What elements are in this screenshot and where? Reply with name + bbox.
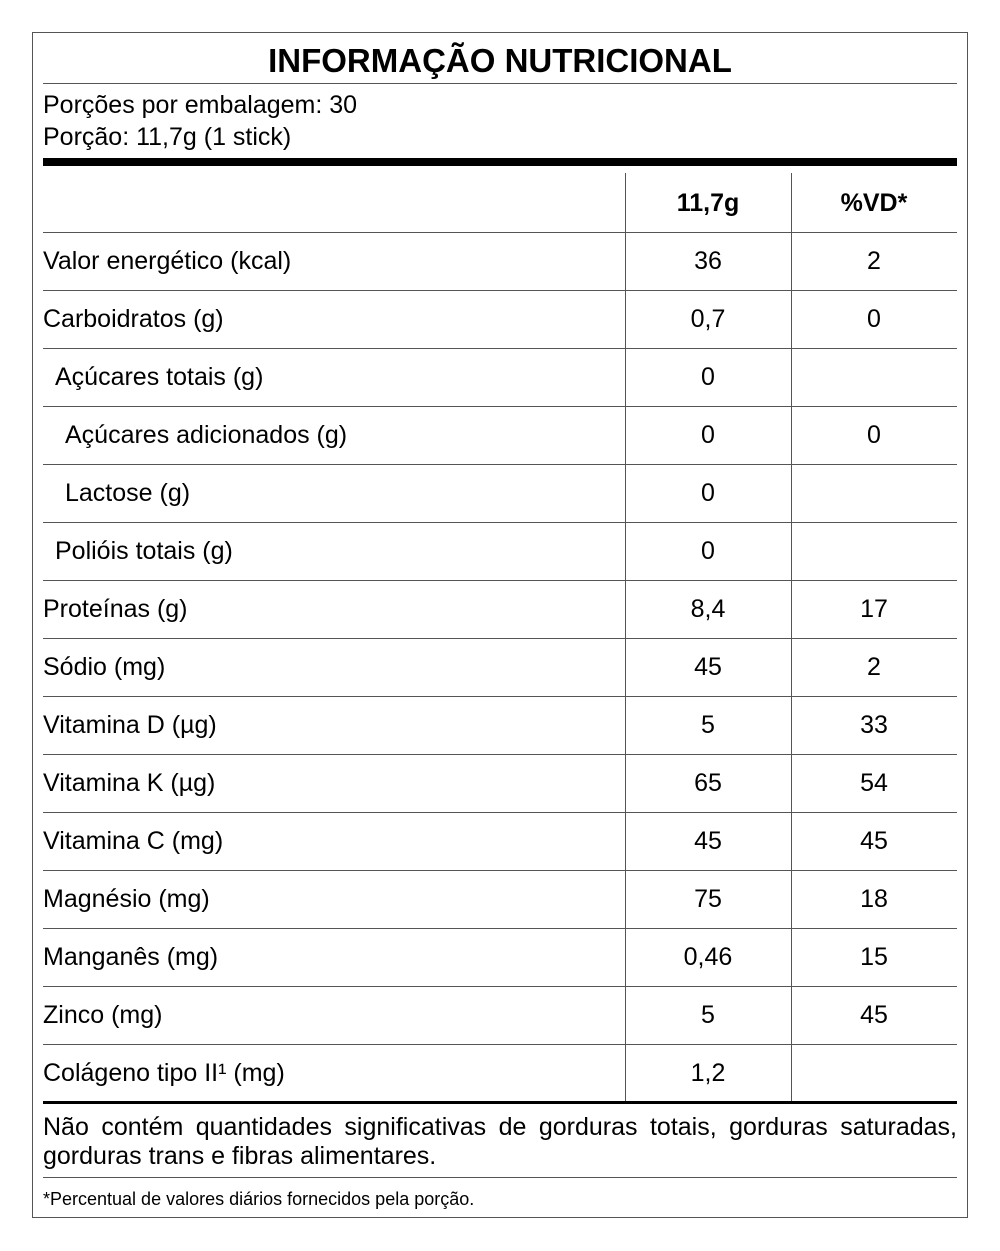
table-row (43, 291, 957, 349)
header-serving-amount: 11,7g (676, 189, 740, 217)
nutrient-name: Lactose (g) (65, 479, 191, 507)
nutrient-amount: 8,4 (690, 595, 726, 623)
nutrient-daily-value (791, 523, 957, 580)
table-row (43, 697, 957, 755)
nutrient-daily-value: 18 (860, 885, 888, 913)
nutrient-amount: 0 (701, 479, 715, 507)
table-row (43, 523, 957, 581)
table-row (43, 349, 957, 407)
table-row (43, 465, 957, 523)
thick-divider (43, 158, 957, 166)
table-row (43, 929, 957, 987)
divider (43, 1177, 957, 1178)
table-row (43, 581, 957, 639)
nutrient-name: Sódio (mg) (43, 653, 166, 681)
nutrient-amount: 5 (701, 1001, 715, 1029)
nutrient-name: Colágeno tipo II¹ (mg) (43, 1059, 285, 1087)
table-row (43, 813, 957, 871)
table-row (43, 639, 957, 697)
nutrient-daily-value: 15 (860, 943, 888, 971)
header-daily-value: %VD* (840, 189, 908, 217)
footnote-not-significant: Não contém quantidades significativas de gorduras totais, gorduras saturadas, gorduras trans e fibras alimentares. (43, 1113, 957, 1170)
nutrient-amount: 45 (694, 827, 722, 855)
nutrient-amount: 0 (701, 537, 715, 565)
nutrient-name: Vitamina C (mg) (43, 827, 224, 855)
table-row (43, 871, 957, 929)
table-row (43, 987, 957, 1045)
nutrient-daily-value: 2 (867, 247, 881, 275)
nutrient-daily-value: 17 (860, 595, 888, 623)
nutrient-name: Proteínas (g) (43, 595, 188, 623)
table-row (43, 1045, 957, 1103)
nutrient-name: Valor energético (kcal) (43, 247, 292, 275)
footnote-daily-value: *Percentual de valores diários fornecidos pela porção. (43, 1189, 475, 1209)
nutrient-daily-value: 45 (860, 1001, 888, 1029)
table-row (43, 407, 957, 465)
label-title: INFORMAÇÃO NUTRICIONAL (268, 42, 732, 79)
nutrient-name: Carboidratos (g) (43, 305, 224, 333)
nutrient-name: Polióis totais (g) (55, 537, 233, 565)
divider (43, 83, 957, 84)
nutrient-amount: 0 (701, 363, 715, 391)
nutrient-amount: 36 (694, 247, 722, 275)
table-row (43, 233, 957, 291)
nutrient-amount: 0,7 (690, 305, 726, 333)
nutrient-amount: 65 (694, 769, 722, 797)
nutrient-daily-value: 0 (867, 305, 881, 333)
nutrient-amount: 0 (701, 421, 715, 449)
nutrient-name: Magnésio (mg) (43, 885, 210, 913)
serving-size: Porção: 11,7g (1 stick) (43, 123, 292, 151)
nutrient-amount: 5 (701, 711, 715, 739)
table-header-row (43, 175, 957, 233)
nutrient-daily-value (791, 1045, 957, 1102)
nutrient-name: Zinco (mg) (43, 1001, 163, 1029)
table-row (43, 755, 957, 813)
nutrient-name: Vitamina D (µg) (43, 711, 217, 739)
nutrient-name: Açúcares adicionados (g) (65, 421, 348, 449)
nutrient-daily-value: 33 (860, 711, 888, 739)
nutrient-daily-value: 0 (867, 421, 881, 449)
nutrition-facts-label (32, 32, 968, 1218)
nutrient-name: Vitamina K (µg) (43, 769, 216, 797)
nutrient-amount: 1,2 (690, 1059, 726, 1087)
nutrient-daily-value: 45 (860, 827, 888, 855)
nutrient-daily-value: 2 (867, 653, 881, 681)
nutrient-daily-value (791, 465, 957, 522)
nutrient-name: Manganês (mg) (43, 943, 219, 971)
nutrient-amount: 0,46 (683, 943, 733, 971)
servings-per-package: Porções por embalagem: 30 (43, 91, 358, 119)
nutrient-amount: 75 (694, 885, 722, 913)
nutrient-daily-value: 54 (860, 769, 888, 797)
nutrient-name: Açúcares totais (g) (55, 363, 264, 391)
bottom-divider (43, 1101, 957, 1104)
nutrient-daily-value (791, 349, 957, 406)
nutrient-amount: 45 (694, 653, 722, 681)
